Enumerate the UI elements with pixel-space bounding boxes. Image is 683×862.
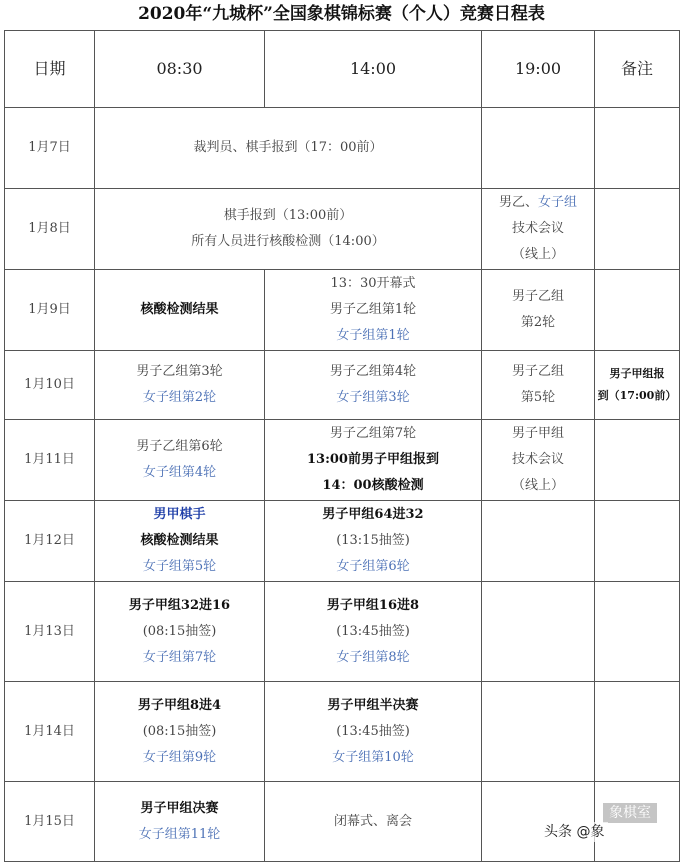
cell-line: 到（17:00前） — [597, 389, 677, 402]
row-date: 1月15日 — [5, 782, 95, 862]
page-title: 2020年“九城杯”全国象棋锦标赛（个人）竞赛日程表 — [138, 4, 545, 24]
header-0830: 08:30 — [95, 31, 265, 108]
row-date: 1月14日 — [5, 682, 95, 782]
cell-line: 男子乙组第4轮 — [329, 364, 417, 379]
cell-line: 13：30开幕式 — [330, 276, 416, 291]
header-1900: 19:00 — [482, 31, 595, 108]
cell-line: 男子乙组第3轮 — [136, 364, 223, 379]
row-date: 1月13日 — [5, 582, 95, 682]
cell-line: 14：00核酸检测 — [322, 478, 424, 493]
watermark-badge: 象棋室 — [603, 803, 657, 823]
row-date: 1月10日 — [5, 351, 95, 420]
table-row — [5, 189, 680, 270]
header-1400: 14:00 — [265, 31, 482, 108]
table-row — [5, 108, 680, 189]
cell-1400 — [265, 351, 482, 420]
cell-1900 — [482, 420, 595, 501]
cell-line: 女子组第2轮 — [142, 390, 217, 405]
cell-0830 — [95, 682, 265, 782]
cell-0830 — [95, 420, 265, 501]
cell-text: 男乙、 — [498, 195, 538, 210]
cell-1900 — [482, 189, 595, 270]
table-row — [5, 270, 680, 351]
row-date: 1月12日 — [5, 501, 95, 582]
table-row — [5, 351, 680, 420]
cell-1900 — [482, 351, 595, 420]
cell-line: 13:00前男子甲组报到 — [307, 452, 439, 467]
cell-line: 女子组第11轮 — [138, 826, 221, 842]
cell-span: 裁判员、棋手报到（17：00前） — [95, 108, 482, 189]
cell-line: 男子乙组第7轮 — [329, 426, 417, 441]
cell-note — [595, 501, 680, 582]
cell-line: 男甲棋手 — [153, 507, 206, 522]
cell-line: 男子甲组决赛 — [140, 800, 219, 816]
cell-line: 女子组第9轮 — [142, 749, 217, 765]
cell-line: 技术会议 — [511, 452, 564, 467]
cell-1900 — [482, 582, 595, 682]
cell-line: 女子组第5轮 — [142, 559, 217, 574]
row-date: 1月9日 — [5, 270, 95, 351]
cell-1400: 闭幕式、离会 — [265, 782, 482, 862]
cell-line: 女子组第7轮 — [142, 649, 217, 665]
cell-line: 男子乙组第1轮 — [329, 302, 417, 317]
cell-line: 男子乙组第6轮 — [136, 439, 223, 454]
cell-line: 男子甲组64进32 — [322, 507, 424, 522]
cell-line: 男子乙组 — [511, 289, 564, 304]
cell-line: （线上） — [511, 478, 564, 493]
cell-1400 — [265, 582, 482, 682]
cell-line: (08:15抽签) — [142, 723, 217, 739]
cell-note — [595, 189, 680, 270]
cell-note — [595, 682, 680, 782]
header-note: 备注 — [595, 31, 680, 108]
cell-line: (08:15抽签) — [142, 623, 217, 639]
cell-line: 女子组第10轮 — [332, 749, 414, 765]
cell-line: (13:45抽签) — [336, 723, 410, 739]
cell-line: 男子甲组报 — [609, 367, 665, 380]
table-row — [5, 420, 680, 501]
watermark-credit: 头条 @象 — [540, 822, 608, 842]
cell-line: 男子乙组 — [511, 364, 564, 379]
cell-1900 — [482, 682, 595, 782]
row-date: 1月8日 — [5, 189, 95, 270]
cell-line: 男子甲组半决赛 — [327, 697, 419, 713]
cell-0830: 核酸检测结果 — [95, 270, 265, 351]
cell-line: 男子甲组16进8 — [326, 597, 420, 613]
cell-1400 — [265, 501, 482, 582]
cell-line: 男子甲组 — [511, 426, 564, 441]
header-row — [5, 31, 680, 108]
cell-line: 男子甲组8进4 — [137, 697, 222, 713]
cell-0830 — [95, 501, 265, 582]
table-row — [5, 501, 680, 582]
cell-line: 第5轮 — [520, 390, 556, 405]
cell-text: 女子组 — [538, 195, 578, 210]
cell-0830 — [95, 351, 265, 420]
cell-1400 — [265, 682, 482, 782]
cell-1400 — [265, 270, 482, 351]
cell-1900 — [482, 270, 595, 351]
header-date: 日期 — [5, 31, 95, 108]
cell-1900 — [482, 108, 595, 189]
cell-line: 女子组第3轮 — [336, 390, 410, 405]
cell-line: 所有人员进行核酸检测（14:00） — [191, 234, 385, 249]
cell-line: 男子甲组32进16 — [128, 597, 231, 613]
cell-note — [595, 351, 680, 420]
cell-0830 — [95, 582, 265, 682]
cell-line: 技术会议 — [511, 221, 564, 236]
cell-0830 — [95, 782, 265, 862]
cell-1900 — [482, 501, 595, 582]
table-row — [5, 682, 680, 782]
table-row — [5, 582, 680, 682]
cell-line: 核酸检测结果 — [140, 533, 219, 548]
cell-line: 女子组第4轮 — [142, 465, 217, 480]
cell-line: 女子组第8轮 — [336, 649, 410, 665]
cell-note — [595, 270, 680, 351]
cell-note — [595, 420, 680, 501]
cell-line: 女子组第1轮 — [336, 328, 410, 343]
cell-line: （线上） — [511, 247, 564, 262]
cell-line: (13:15抽签) — [336, 533, 410, 548]
cell-line: 第2轮 — [520, 315, 556, 330]
cell-line: (13:45抽签) — [336, 623, 410, 639]
cell-line: 棋手报到（13:00前） — [223, 208, 353, 223]
cell-1400 — [265, 420, 482, 501]
cell-line — [484, 190, 592, 216]
schedule-table — [4, 30, 680, 862]
cell-note — [595, 582, 680, 682]
cell-note — [595, 108, 680, 189]
cell-span — [95, 189, 482, 270]
cell-line: 女子组第6轮 — [336, 559, 410, 574]
row-date: 1月7日 — [5, 108, 95, 189]
row-date: 1月11日 — [5, 420, 95, 501]
